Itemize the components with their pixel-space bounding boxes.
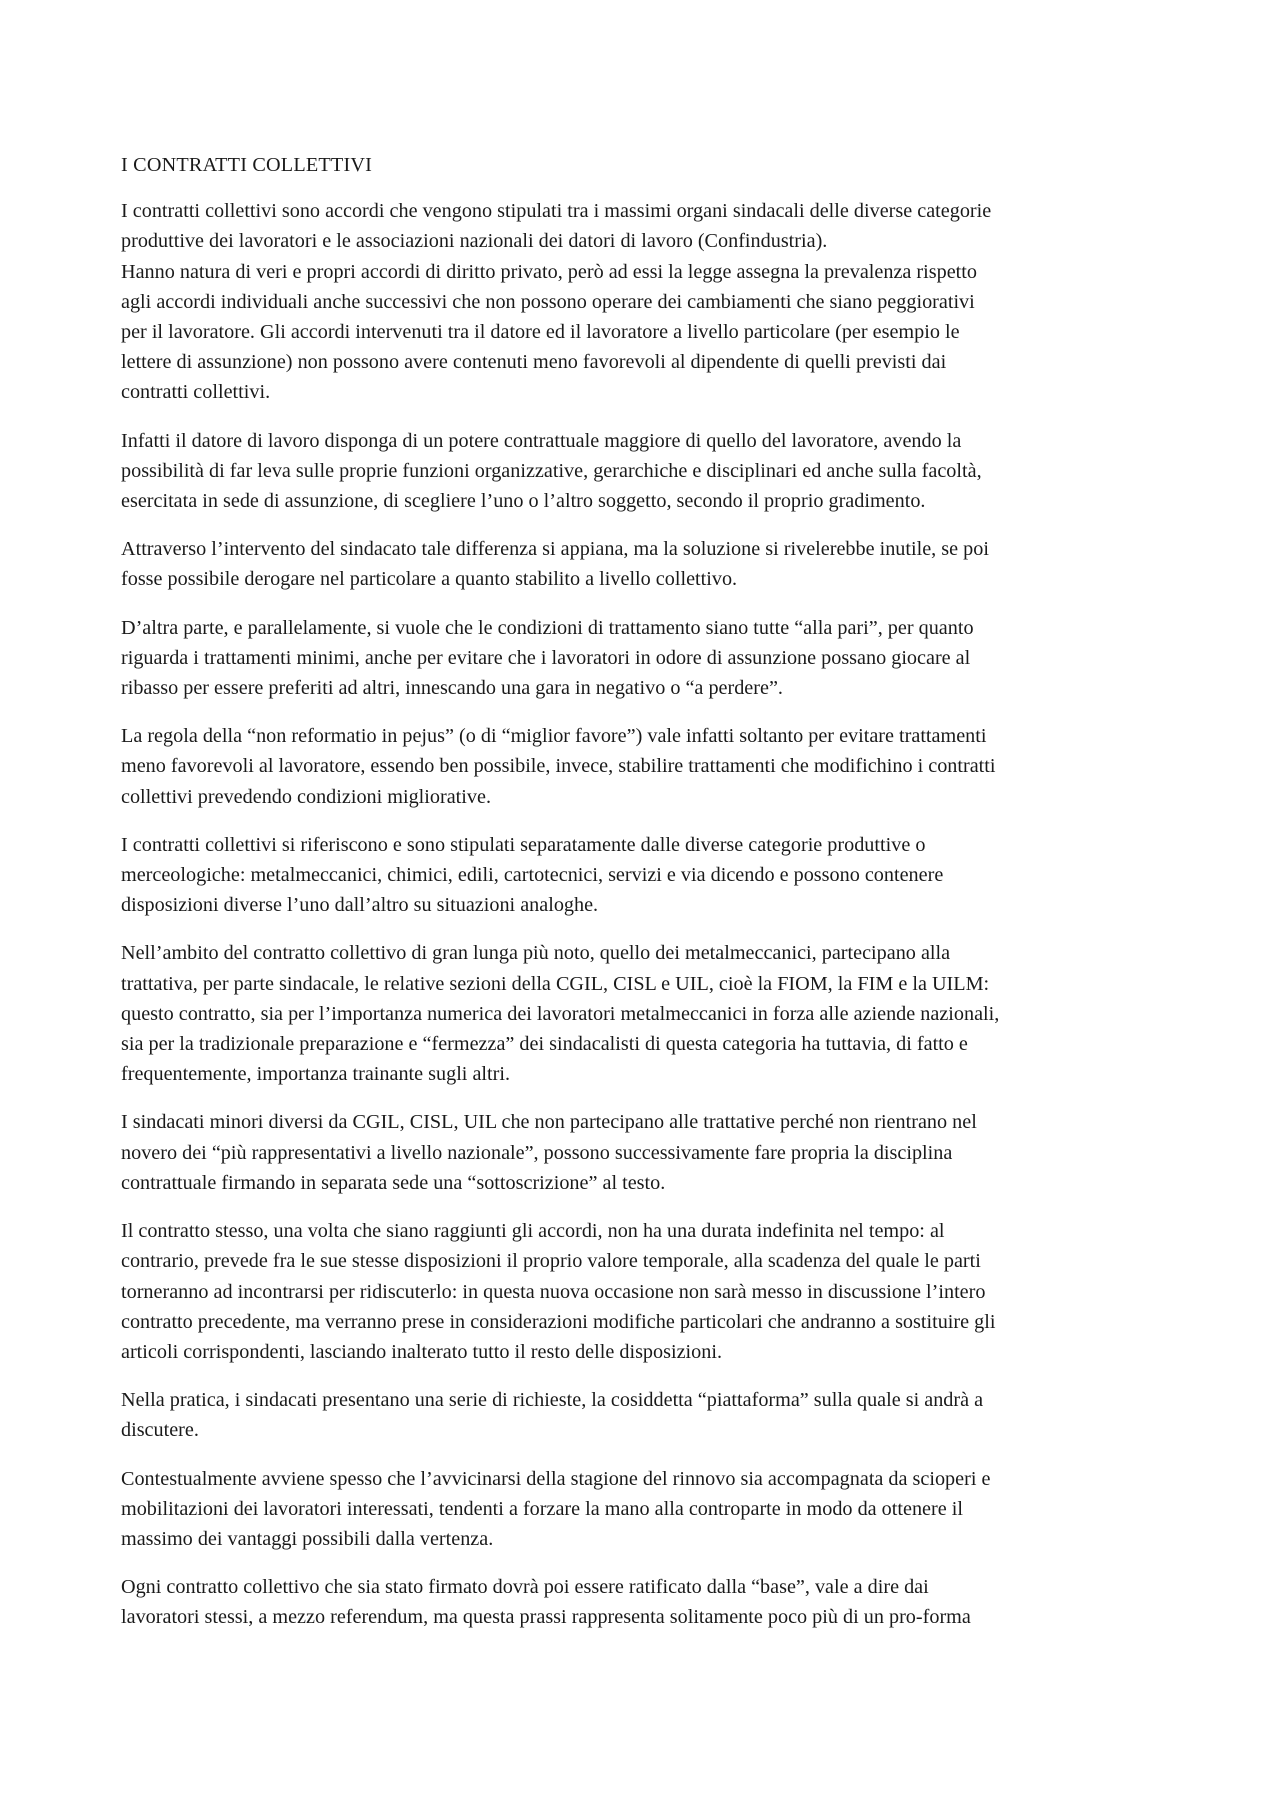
document-body xyxy=(121,196,1161,1632)
text-line: agli accordi individuali anche successivi che non possono operare dei cambiamenti che siano peggiorativi xyxy=(121,290,975,313)
text-line: lavoratori stessi, a mezzo referendum, ma questa prassi rappresenta solitamente poco più di un pro-forma xyxy=(121,1606,971,1629)
paragraph xyxy=(121,1216,1161,1367)
text-line: Ogni contratto collettivo che sia stato firmato dovrà poi essere ratificato dalla “base”, vale a dire dai xyxy=(121,1576,929,1599)
text-line: per il lavoratore. Gli accordi intervenuti tra il datore ed il lavoratore a livello particolare (per esempio le xyxy=(121,321,960,344)
document-page xyxy=(121,150,1161,1651)
text-line: Attraverso l’intervento del sindacato tale differenza si appiana, ma la soluzione si rivelerebbe inutile, se poi xyxy=(121,538,989,561)
text-line: sia per la tradizionale preparazione e “fermezza” dei sindacalisti di questa categoria ha tuttavia, di fatto e xyxy=(121,1033,968,1056)
text-line: Contestualmente avviene spesso che l’avvicinarsi della stagione del rinnovo sia accompagnata da scioperi e xyxy=(121,1467,991,1490)
paragraph xyxy=(121,1572,1161,1632)
text-line: fosse possibile derogare nel particolare a quanto stabilito a livello collettivo. xyxy=(121,568,738,591)
document-title: I CONTRATTI COLLETTIVI xyxy=(121,154,373,176)
text-line: riguarda i trattamenti minimi, anche per evitare che i lavoratori in odore di assunzione possano giocare al xyxy=(121,646,971,669)
text-line: contrattuale firmando in separata sede una “sottoscrizione” al testo. xyxy=(121,1171,666,1194)
text-line: mobilitazioni dei lavoratori interessati, tendenti a forzare la mano alla controparte in modo da ottenere il xyxy=(121,1497,963,1520)
paragraph xyxy=(121,1107,1161,1198)
text-line: Infatti il datore di lavoro disponga di un potere contrattuale maggiore di quello del lavoratore, avendo la xyxy=(121,429,962,452)
text-line: massimo dei vantaggi possibili dalla vertenza. xyxy=(121,1527,494,1550)
text-line: questo contratto, sia per l’importanza numerica dei lavoratori metalmeccanici in forza alle aziende nazionali, xyxy=(121,1002,1000,1025)
text-line: esercitata in sede di assunzione, di scegliere l’uno o l’altro soggetto, secondo il proprio gradimento. xyxy=(121,490,926,513)
text-line: contratto precedente, ma verranno prese in considerazioni modifiche particolari che andranno a sostituire gli xyxy=(121,1310,996,1333)
text-line: produttive dei lavoratori e le associazioni nazionali dei datori di lavoro (Confindustria). xyxy=(121,230,828,253)
text-line: La regola della “non reformatio in pejus” (o di “miglior favore”) vale infatti soltanto per evitare trattamenti xyxy=(121,725,987,748)
text-line: disposizioni diverse l’uno dall’altro su situazioni analoghe. xyxy=(121,894,599,917)
paragraph xyxy=(121,613,1161,704)
text-line: merceologiche: metalmeccanici, chimici, edili, cartotecnici, servizi e via dicendo e possono contenere xyxy=(121,864,944,887)
text-line: meno favorevoli al lavoratore, essendo ben possibile, invece, stabilire trattamenti che modifichino i contratti xyxy=(121,755,996,778)
paragraph xyxy=(121,1385,1161,1445)
paragraph xyxy=(121,196,1161,407)
text-line: contratti collettivi. xyxy=(121,381,271,404)
text-line: ribasso per essere preferiti ad altri, innescando una gara in negativo o “a perdere”. xyxy=(121,677,783,700)
paragraph xyxy=(121,426,1161,517)
text-line: possibilità di far leva sulle proprie funzioni organizzative, gerarchiche e disciplinari ed anche sulla facoltà, xyxy=(121,459,982,482)
text-line: D’altra parte, e parallelamente, si vuole che le condizioni di trattamento siano tutte “alla pari”, per quanto xyxy=(121,616,974,639)
text-line: torneranno ad incontrarsi per ridiscuterlo: in questa nuova occasione non sarà messo in discussione l’intero xyxy=(121,1280,986,1303)
paragraph xyxy=(121,1464,1161,1555)
text-line: Hanno natura di veri e propri accordi di diritto privato, però ad essi la legge assegna la prevalenza rispetto xyxy=(121,260,977,283)
paragraph xyxy=(121,938,1161,1089)
text-line: I sindacati minori diversi da CGIL, CISL, UIL che non partecipano alle trattative perché non rientrano nel xyxy=(121,1111,977,1134)
text-line: articoli corrispondenti, lasciando inalterato tutto il resto delle disposizioni. xyxy=(121,1340,722,1363)
paragraph xyxy=(121,721,1161,812)
text-line: collettivi prevedendo condizioni migliorative. xyxy=(121,785,491,808)
text-line: discutere. xyxy=(121,1419,199,1442)
paragraph xyxy=(121,830,1161,921)
text-line: Nella pratica, i sindacati presentano una serie di richieste, la cosiddetta “piattaforma” sulla quale si andrà a xyxy=(121,1389,984,1412)
text-line: contrario, prevede fra le sue stesse disposizioni il proprio valore temporale, alla scadenza del quale le parti xyxy=(121,1250,981,1273)
text-line: I contratti collettivi si riferiscono e sono stipulati separatamente dalle diverse categorie produttive o xyxy=(121,833,926,856)
paragraph xyxy=(121,534,1161,594)
text-line: frequentemente, importanza trainante sugli altri. xyxy=(121,1063,511,1086)
text-line: Il contratto stesso, una volta che siano raggiunti gli accordi, non ha una durata indefinita nel tempo: al xyxy=(121,1220,945,1243)
text-line: Nell’ambito del contratto collettivo di gran lunga più noto, quello dei metalmeccanici, partecipano alla xyxy=(121,942,951,965)
text-line: lettere di assunzione) non possono avere contenuti meno favorevoli al dipendente di quelli previsti dai xyxy=(121,351,947,374)
text-line: trattativa, per parte sindacale, le relative sezioni della CGIL, CISL e UIL, cioè la FIOM, la FIM e la UILM: xyxy=(121,972,990,995)
text-line: I contratti collettivi sono accordi che vengono stipulati tra i massimi organi sindacali delle diverse categorie xyxy=(121,200,992,223)
text-line: novero dei “più rappresentativi a livello nazionale”, possono successivamente fare propria la disciplina xyxy=(121,1141,953,1164)
